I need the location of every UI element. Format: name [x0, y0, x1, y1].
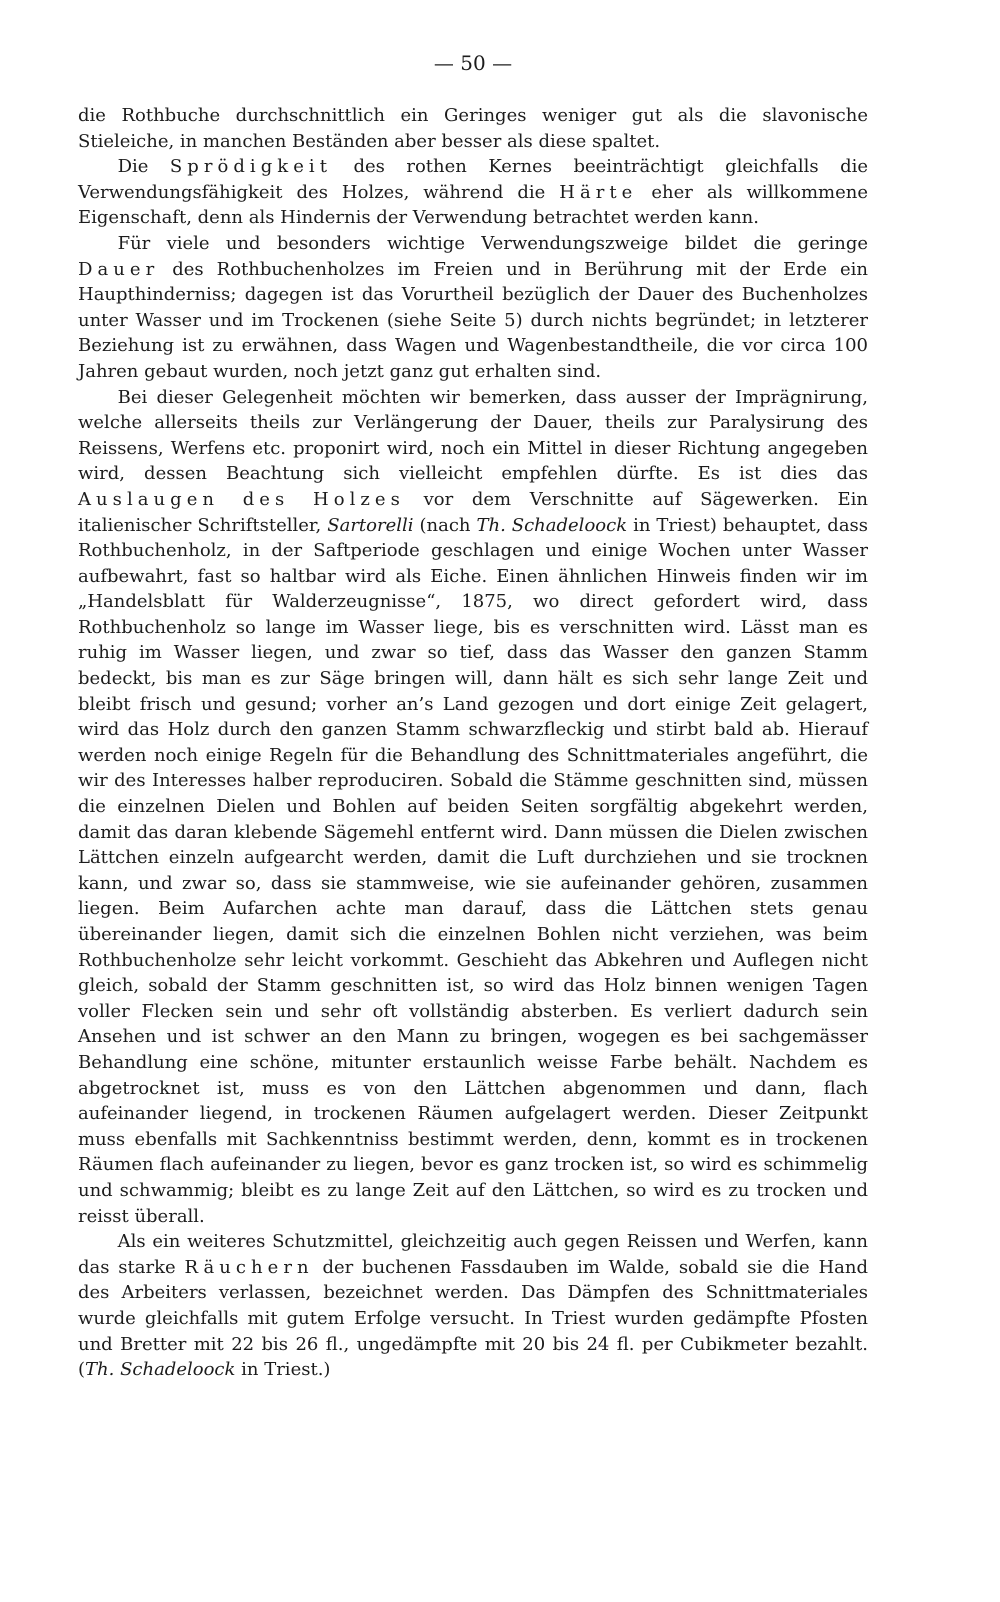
- text-run: Bei dieser Gelegenheit möchten wir bemerken, dass ausser der Imprägnirung, welche allerseits theils zur Verlängerung der Dauer, theils zur Paralysirung des Reissens, Werfens etc. proponirt wird, noch ein Mittel in dieser Richtung angegeben wird, dessen Beachtung sich vielleicht empfehlen dürfte. Es ist dies das: [78, 386, 868, 485]
- text-run: des rothen Kernes beeinträchtigt gleichfalls die Verwendungsfähigkeit des Holzes, während die: [78, 156, 869, 203]
- text-run: Als ein weiteres Schutzmittel, gleichzeitig auch gegen Reissen und Werfen, kann das starke: [78, 1231, 868, 1278]
- text-run: (nach: [413, 514, 477, 536]
- paragraph: [78, 231, 868, 385]
- emphasis-spaced: Sprödigkeit: [169, 156, 332, 178]
- text-run: vor dem Verschnitte auf Sägewerken. Ein italienischer Schriftsteller,: [78, 488, 869, 536]
- page-number: — 50 —: [433, 51, 513, 75]
- text-run: eher als willkommene Eigenschaft, denn als Hindernis der Verwendung betrachtet werden kann.: [78, 181, 868, 229]
- paragraph: [78, 385, 868, 1230]
- text-run: in Triest) behauptet, dass Rothbuchenholz, in der Saftperiode geschlagen und einige Wochen unter Wasser aufbewahrt, fast so haltbar wird als Eiche. Einen ähnlichen Hinweis finden wir im „Handelsblatt für Walderzeugnisse“, 1875, wo direct gefordert wird, dass Rothbuchenholz so lange im Wasser liege, bis es verschnitten wird. Lässt man es ruhig im Wasser liegen, und zwar so tief, dass das Wasser den ganzen Stamm bedeckt, bis man es zur Säge bringen will, dann hält es sich sehr lange Zeit und bleibt frisch und gesund; vorher an’s Land gezogen und dort einige Zeit gelagert, wird das Holz durch den ganzen Stamm schwarzfleckig und stirbt bald ab. Hierauf werden noch einige Regeln für die Behandlung des Schnittmateriales angeführt, die wir des Interesses halber reproduciren. Sobald die Stämme geschnitten sind, müssen die einzelnen Dielen und Bohlen auf beiden Seiten sorgfältig abgekehrt werden, damit das daran klebende Sägemehl entfernt wird. Dann müssen die Dielen zwischen Lättchen einzeln aufgearcht werden, damit die Luft durchziehen und sie trocknen kann, und zwar so, dass sie stammweise, wie sie aufeinander gehören, zusammen liegen. Beim Aufarchen achte man darauf, dass die Lättchen stets genau übereinander liegen, damit sich die einzelnen Bohlen nicht verziehen, was beim Rothbuchenholze sehr leicht vorkommt. Geschieht das Abkehren und Auflegen nicht gleich, sobald der Stamm geschnitten ist, so wird das Holz binnen wenigen Tagen voller Flecken sein und sehr oft vollständig absterben. Es verliert dadurch sein Ansehen und ist schwer an den Mann zu bringen, wogegen es bei sachgemässer Behandlung eine schöne, mitunter erstaunlich weisse Farbe behält. Nachdem es abgetrocknet ist, muss es von den Lättchen abgenommen und dann, flach aufeinander liegend, in trockenen Räumen aufgelagert werden. Dieser Zeitpunkt muss ebenfalls mit Sachkenntniss bestimmt werden, denn, kommt es in trockenen Räumen flach aufeinander zu liegen, bevor es ganz trocken ist, so wird es schimmelig und schwammig; bleibt es zu lange Zeit auf den Lättchen, so wird es zu trocken und reisst überall.: [78, 514, 869, 1227]
- author-name: Th. Schadeloock: [85, 1359, 236, 1381]
- text-run: die Rothbuche durchschnittlich ein Geringes weniger gut als die slavonische Stieleiche, in manchen Beständen aber besser als diese spaltet.: [78, 105, 868, 152]
- document-page: [78, 50, 868, 1383]
- emphasis-spaced: Auslaugen des Holzes: [78, 488, 405, 510]
- paragraph: [78, 103, 868, 154]
- author-name: Sartorelli: [327, 514, 414, 536]
- text-run: der buchenen Fassdauben im Walde, sobald sie die Hand des Arbeiters verlassen, bezeichnet werden. Das Dämpfen des Schnittmateriales wurde gleichfalls mit gutem Erfolge versucht. In Triest wurden gedämpfte Pfosten und Bretter mit 22 bis 26 fl., ungedämpfte mit 20 bis 24 fl. per Cubikmeter bezahlt. (: [78, 1256, 868, 1381]
- text-body: [78, 103, 868, 1383]
- paragraph: [78, 154, 868, 231]
- author-name: Th. Schadeloock: [476, 514, 628, 536]
- text-run: Die: [117, 156, 170, 178]
- emphasis-spaced: Räuchern: [184, 1256, 314, 1278]
- text-run: Für viele und besonders wichtige Verwendungszweige bildet die geringe: [117, 232, 868, 254]
- emphasis-spaced: Dauer: [78, 258, 160, 280]
- paragraph: [78, 1229, 868, 1383]
- emphasis-spaced: Härte: [559, 181, 638, 203]
- text-run: in Triest.): [235, 1359, 331, 1381]
- text-run: des Rothbuchenholzes im Freien und in Berührung mit der Erde ein Haupthinderniss; dagegen ist das Vorurtheil bezüglich der Dauer des Buchenholzes unter Wasser und im Trockenen (siehe Seite 5) durch nichts begründet; in letzterer Beziehung ist zu erwähnen, dass Wagen und Wagenbestandtheile, die vor circa 100 Jahren gebaut wurden, noch jetzt ganz gut erhalten sind.: [78, 258, 868, 382]
